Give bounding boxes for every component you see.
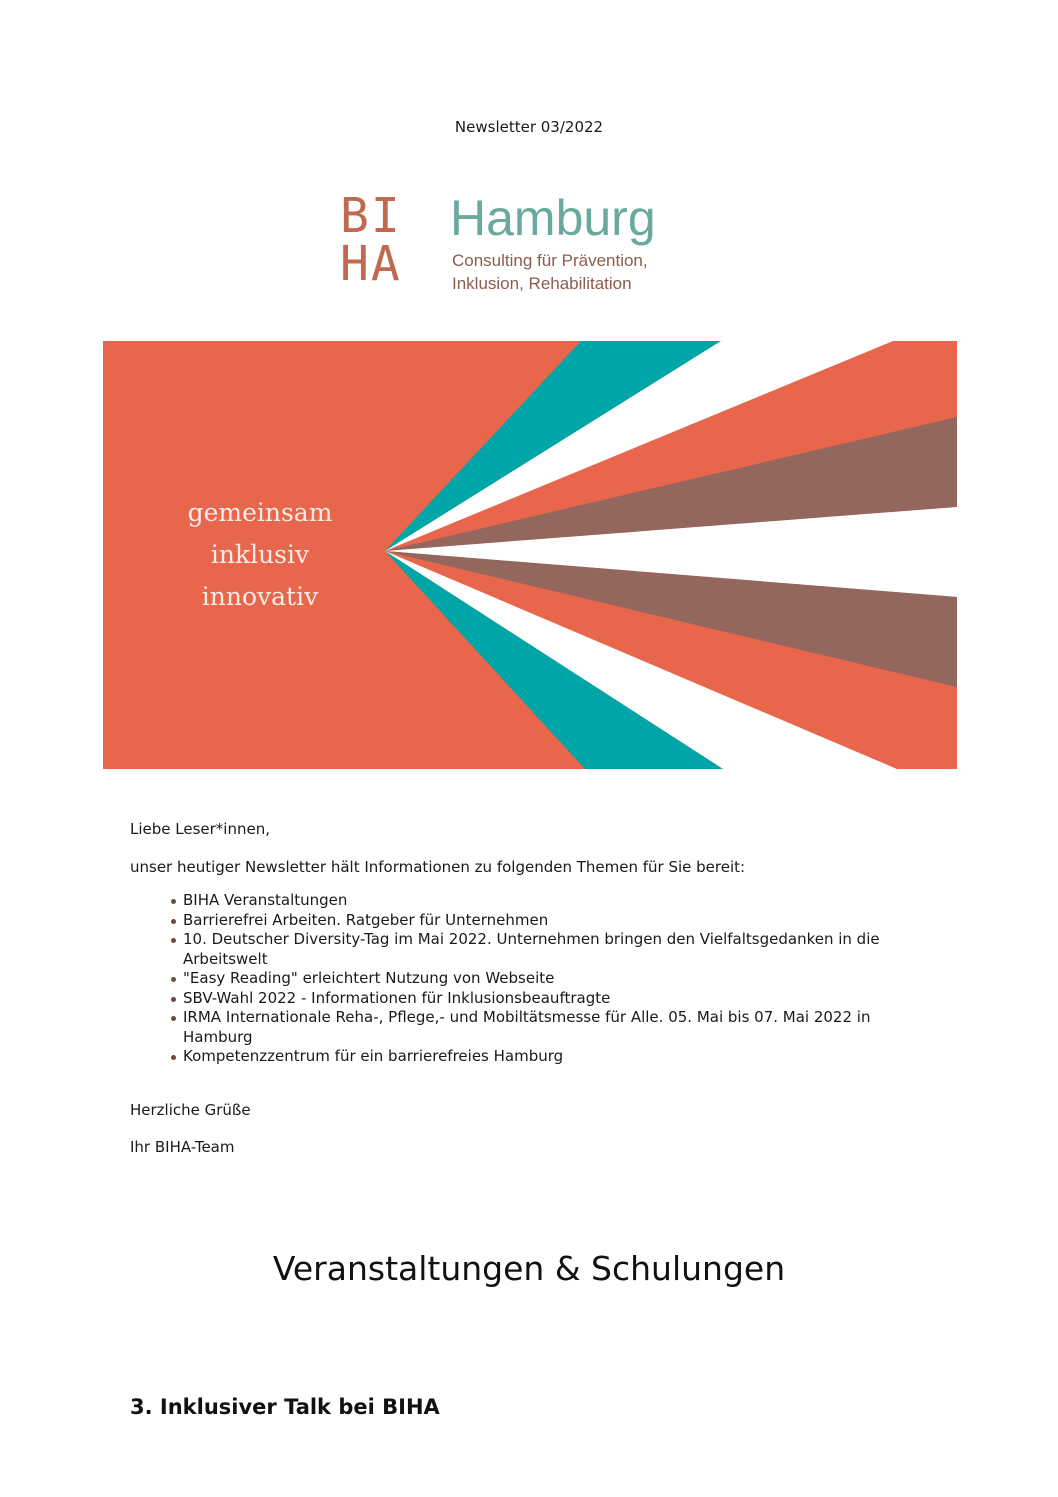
slogan-word-2: inklusiv bbox=[210, 540, 310, 569]
topic-item: Kompetenzzentrum für ein barrierefreies Hamburg bbox=[183, 1047, 940, 1067]
section-subheading: 3. Inklusiver Talk bei BIHA bbox=[130, 1395, 440, 1419]
signature: Ihr BIHA-Team bbox=[130, 1138, 235, 1156]
banner-rays bbox=[385, 341, 957, 769]
newsletter-issue: Newsletter 03/2022 bbox=[454, 118, 604, 136]
topic-item: 10. Deutscher Diversity-Tag im Mai 2022. Unternehmen bringen den Vielfaltsgedanken in die Arbeitswelt bbox=[183, 930, 940, 969]
topic-item: BIHA Veranstaltungen bbox=[183, 891, 940, 911]
logo-city: Hamburg bbox=[450, 190, 656, 246]
topic-item: SBV-Wahl 2022 - Informationen für Inklusionsbeauftragte bbox=[183, 989, 940, 1009]
section-title: Veranstaltungen & Schulungen bbox=[272, 1249, 786, 1288]
logo-letters-bi: BI bbox=[340, 188, 402, 244]
newsletter-body bbox=[130, 820, 940, 1158]
logo-letters-ha: HA bbox=[340, 236, 402, 292]
topic-item: Barrierefrei Arbeiten. Ratgeber für Unternehmen bbox=[183, 911, 940, 931]
topic-list bbox=[130, 891, 940, 1067]
slogan-word-1: gemeinsam bbox=[187, 498, 333, 527]
hero-banner bbox=[103, 341, 957, 769]
intro-text: unser heutiger Newsletter hält Informationen zu folgenden Themen für Sie bereit: bbox=[130, 857, 746, 876]
closing: Herzliche Grüße bbox=[130, 1100, 251, 1119]
banner-slogan bbox=[145, 492, 375, 618]
greeting: Liebe Leser*innen, bbox=[130, 820, 270, 838]
topic-item: "Easy Reading" erleichtert Nutzung von Webseite bbox=[183, 969, 940, 989]
topic-item: IRMA Internationale Reha-, Pflege,- und Mobiltätsmesse für Alle. 05. Mai bis 07. Mai 2022 in Hamburg bbox=[183, 1008, 940, 1047]
biha-logo bbox=[338, 188, 738, 300]
slogan-word-3: innovativ bbox=[201, 582, 319, 611]
logo-tagline-2: Inklusion, Rehabilitation bbox=[452, 274, 632, 293]
logo-tagline-1: Consulting für Prävention, bbox=[452, 251, 648, 270]
